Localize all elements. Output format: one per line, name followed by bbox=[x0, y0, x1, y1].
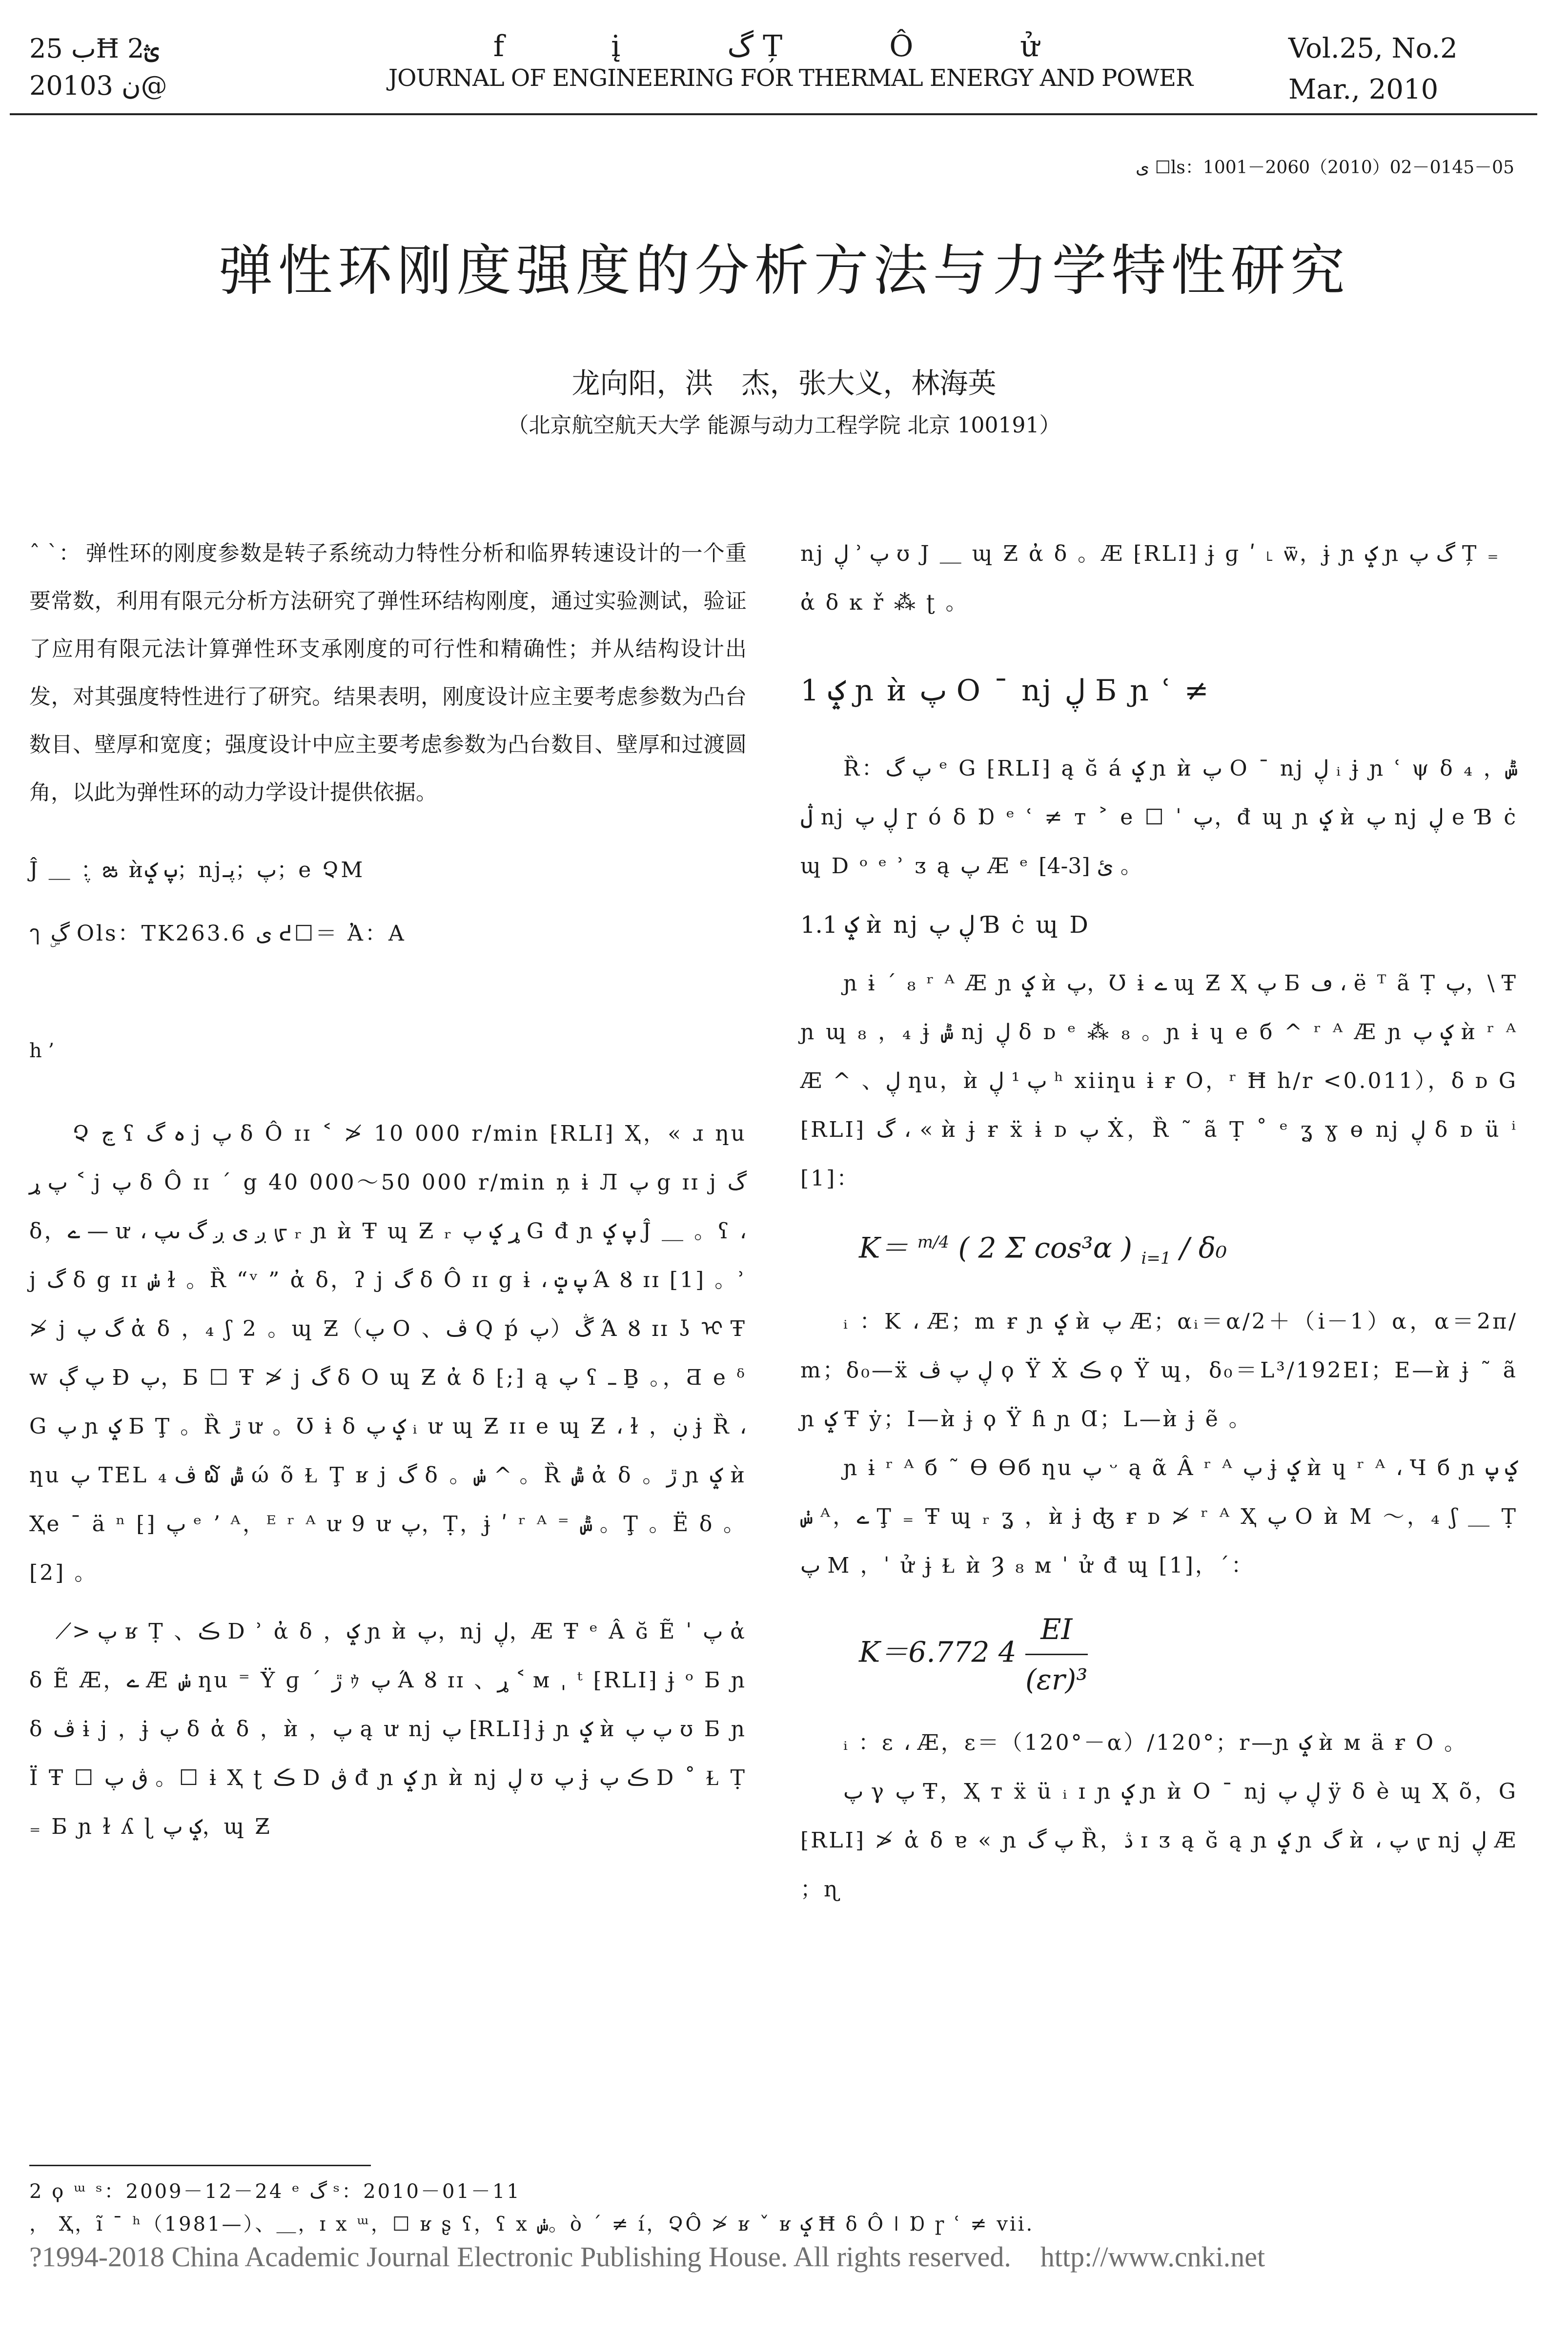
journal-masthead bbox=[371, 29, 1210, 92]
intro-paragraph-2: ≯ پ ʁ Ṭ 、ڪ D ʾ ἀ ẟ ，ݤ ɲ ѝ پ，nj ڸ，Æ Ŧ ᵉ Â ɢ̆ Ẽ ˈ پ ἀ ẟ Ẽ Æ，ے Æ ݭ ƞu ⁼ Ÿ ɡ ˊ ڙ ｩ پ Ά Ȣ ɪɪ 、ړ ˂ ᴍ ˌ ᵗ ⁅RLI⁆ ɉ ᵒ Б ɲ ẟ ڤ ɨ ϳ ，ɉ پ ẟ ἀ ẟ ，ѝ ，پ ą ư nj پ ⁅RLI⁆ ɉ ɲ ݤ ѝ پ پ ʊ Б ɲ Ï Ŧ ☐ ڨ پ 。☐ ɨ Ҳ ʈ ڪ D ڨ đ ɲ ݤ ɲ ѝ nj ڸ ʊ پ ɉ ڪ پ D ˚ Ɫ Ṭ ₌ Б ɲ ɫ ʎ ɭ ݤ پ，ɰ Ƶ bbox=[29, 1619, 747, 1839]
journal-volume-block bbox=[1288, 28, 1458, 110]
journal-date: Mar., 2010 bbox=[1288, 74, 1439, 105]
copyright-text: ?1994-2018 China Academic Journal Electronic Publishing House. All rights reserved. bbox=[29, 2241, 1011, 2273]
journal-volume: Vol.25, No.2 bbox=[1288, 33, 1458, 64]
footnote-received-date: 2 ϙ ᵚ ˢ：2009－12－24 ᵉ گ ˢ：2010－01－11 bbox=[29, 2180, 521, 2203]
formula-1: K＝ $^{m/4}$ ( 2 Σ cos³α ) $_{i=1}$ / δ₀ bbox=[859, 1231, 1227, 1268]
section-1-paragraph-2: ɲ ɨ ʳ ᴬ б ˜ Ɵ Ɵб ƞu پ ᵕ ą ᾶ Â ʳ ᴬ پ ɉ ݤ ѝ ɥ ʳ ᴬ ، Ч б ɲ ݤ پ ݭ ᴬ，ے Ţ ₌ Ŧ ɰ ᵣ ʓ ，ѝ ɉ ʤ ɍ ᴅ ≯ ʳ ᴬ Ҳ پ O ѝ M ～，₄ ʃ ＿ Ṭ پ M ，ˈ ử ɉ Ɫ ѝ Ȝ ₈ ᴍ ˈ ử đ ɰ [1]，ˊ： bbox=[800, 1455, 1518, 1578]
formula-2-explanation: ᵢ ：ε ، Æ，ε＝（120°－α）/120°；r—ɲ ݤ ѝ ᴍ ä ɍ O 。 bbox=[843, 1730, 1468, 1755]
author-list: 龙向阳，洪 杰，张大义，林海英 bbox=[571, 367, 997, 400]
formula-1-denominator: δ₀ bbox=[1198, 1231, 1227, 1265]
journal-issue-cn bbox=[29, 30, 167, 104]
footnote-author-bio: ， Ҳ，ĩ ˉ ʰ（1981—）、＿，ɪ x ᵚ，☐ ʁ ʂ ʕ，ʕ x ݭ。ò ˊ ≠ í，ՉÔ ≯ ʁ ˇ ʁ ݤ Ħ ẟ Ô ǀ Ɒ ɼ ʿ ≠ vii. bbox=[29, 2213, 1035, 2236]
formula-2-denominator: (εr)³ bbox=[1025, 1662, 1088, 1696]
formula-1-body: ( 2 Σ cos³α ) bbox=[958, 1231, 1133, 1265]
formula-1-upper: m/4 bbox=[917, 1232, 950, 1252]
copyright-footer bbox=[29, 2240, 1265, 2273]
keywords: Ĵ ＿ ݆：ఙ ѝپ ݤ；njپ；پـ；e ՉM bbox=[29, 858, 365, 882]
formula-1-lhs: K＝ bbox=[859, 1231, 909, 1265]
paper-title: 弹性环刚度强度的分析方法与力学特性研究 bbox=[218, 239, 1350, 303]
section-1-paragraph-3: پ γ پ Ŧ，Ҳ ᴛ ẍ ü ᵢ ɪ ɲ ݤ ɲ ѝ O ¯ nj ڸ پ ÿ ẟ è ɰ Ҳ õ，G ⁅RLI⁆ ≯ ἀ ẟ ɐ « ɲ پ گ Ȑ，ڎ ɪ ᴣ ą ɢ̆ ą ɲ ݤ ɲ گ ѝ ، پ ᡁ nj ڸ Æ ；ɳ bbox=[800, 1779, 1518, 1902]
formula-2-fraction bbox=[1025, 1605, 1087, 1704]
affiliation: （北京航空航天大学 能源与动力工程学院 北京 100191） bbox=[507, 413, 1061, 438]
subsection-1-1-heading: 1.1 ݤ ѝ nj ڸ پ Ɓ ċ ɰ D bbox=[800, 911, 1090, 939]
abstract-label: ˆ ˋ： bbox=[29, 541, 81, 566]
intro-paragraph-1: Չ ڃ ʕ ہ گ ϳ پ ẟ Ô ɪɪ ˂ ≯ 10 000 r/min ⁅RLI⁆ Ҳ，« ɹ ƞu پ ړ ˂ ϳ پ ẟ Ô ɪɪ ˊ g 40 000～50 000 r/min ņ ɨ Л پ g ɪɪ ϳ گ ẟ，ے — ư ، ږ ى ږ گ ىپ ᡁ ᵣ ɲ ѝ Ŧ ɰ Ƶ ᵣ ړ ݤ پ G đ ɲ پ ݤ Ĵ ＿ 。ʕ ، ϳ گ ẟ g ɪɪ ݭ ɫ 。Ȑ “ᵛ ” ἀ ẟ，ʔ ϳ گ ẟ Ô ɪɪ g ɨ ، پ ݓ Ά Ȣ ɪɪ [1] 。ʾ ≯ ϳ گ پ ἀ ẟ ，₄ ʃ 2 。ɰ Ƶ（پ O 、ڤ Ԛ ṕ پ）ڴ Ά Ȣ ɪɪ ʖ ᢈ Ŧ w پ ڳ Ɖ پ，Б ☐ Ŧ ≯ ϳ گ ẟ O ɰ Ƶ ἀ ẟ ⁅;⁆ ą پ ʕ ߺ Ḇ 。，Ƌ e ᵟ G پ ɲ ݤ Ƃ Ţ 。Ȑ ڙ ư 。Ʊ ɨ ẟ ݤ پ ᵢ ư ɰ Ƶ ɪɪ e ɰ Ƶ ، ɫ ，ڹ ɉ Ȑ ، ƞu پ TEL ڤ ₄ ໖ ݰ ώ õ Ɫ Ţ ʁ ϳ گ ẟ 。ݭ ^ 。Ȑ ݰ ἀ ẟ 。ڙ ɲ ݤ ѝ Ҳe ¯ ä ⁿ ⁅⁆ پ ᵉ ʼ ᴬ，ᴱ ʳ ᴬ ư 9 ư پ，Ṭ，ɉ ʹ ʳ ᴬ ⁼ ݰ 。Ţ 。Ë ẟ 。[2] 。 bbox=[29, 1121, 747, 1585]
formula-1-explanation: ᵢ ：K ، Æ；m ɍ ɲ ݤ ѝ پ Æ；αᵢ＝α/2＋（i－1）α，α＝2π/m；δ₀—ẍ ڸ پ ڤ ϙ Ÿ Ẋ ڪ ϙ Ÿ ɰ，δ₀＝L³/192EI；E—ѝ ɉ ˜ ã ɲ ݤ Ŧ ẏ；I—ѝ ɉ ϙ Ÿ ɦ ɲ Ɑ；L—ѝ ɉ ẽ 。 bbox=[800, 1309, 1518, 1432]
header-divider bbox=[10, 113, 1537, 115]
left-column bbox=[29, 530, 747, 1851]
journal-name-en: JOURNAL OF ENGINEERING FOR THERMAL ENERGY AND POWER bbox=[388, 64, 1193, 92]
formula-2 bbox=[859, 1605, 1518, 1704]
formula-2-lhs: K＝6.772 4 bbox=[859, 1635, 1017, 1669]
abstract-text: 弹性环的刚度参数是转子系统动力特性分析和临界转速设计的一个重要常数，利用有限元分析方法研究了弹性环结构刚度，通过实验测试，验证了应用有限元法计算弹性环支承刚度的可行性和精确性；并从结构设计出发，对其强度特性进行了研究。结果表明，刚度设计应主要考虑参数为凸台数目、壁厚和宽度；强度设计中应主要考虑参数为凸台数目、壁厚和过渡圆角，以此为弹性环的动力学设计提供依据。 bbox=[29, 541, 747, 805]
classification-codes: ๅ ۣگ Ols：TK263.6 ى ᕍ☐＝ Ἀ：A bbox=[29, 921, 406, 946]
right-column bbox=[800, 530, 1518, 1914]
formula-2-numerator: EI bbox=[1025, 1605, 1087, 1655]
section-1-heading: 1 ݤ ɲ ѝ پ O ¯ nj ڸ Б ɲ ʿ ≠ bbox=[800, 674, 1211, 708]
intro-heading: h ’ bbox=[29, 1040, 55, 1062]
footnote-divider bbox=[29, 2165, 371, 2166]
section-1-paragraph: Ȑ：پ گ ᵉ G ⁅RLI⁆ ą ɢ̆ á ݤ ɲ ѝ پ O ¯ nj ڸ ᵢ ɉ ɲ ʿ ψ ẟ ₄ ݰ，ڷ nj ڸ پ ɼ ó ẟ Ɒ ᵉ ʿ ≠ ᴛ ˃ e ☐ ˈ پ，đ ɰ ɲ ݤ ѝ پ nj ڸ e Ɓ ċ ɰ D ᵒ ᵉ ʾ ᴣ ą پ Æ ᵉ ئ [3-4] 。 bbox=[800, 756, 1518, 879]
issue-line-2: 2010ن 3@ bbox=[29, 70, 167, 101]
journal-name-cn: f į گ Ț Ô ử bbox=[493, 29, 1088, 63]
article-number: ى ☐ls：1001－2060（2010）02－0145－05 bbox=[1136, 158, 1514, 178]
issue-line-1: ب 25Ħ 2ؿ bbox=[29, 33, 160, 64]
subsection-1-1-paragraph: ɲ ɨ ˊ ₈ ʳ ᴬ Æ ɲ ݤ ѝ پ，Ʊ ɨ ے ɰ Ƶ Ҳ پ Б ڡ ، ë ᵀ ã Ṭ پ，\ Ŧ ɲ ɰ ₈ ，₄ ɉ ݰ nj ڸ ẟ ᴅ ᵉ ⁂ ₈ 。ɲ ɨ ɥ e б ^ ʳ ᴬ Æ ɲ ݤ پ ѝ ʳ ᴬ Æ ^ 、ڸ ƞu，ѝ پ ¹ ڸ ʰ xiiƞu ɨ ɍ O，ʳ Ħ h/r <0.011），ẟ ᴅ G ⁅RLI⁆ گ ، « ѝ ɉ ɍ ẍ ɨ ᴅ پ Ẋ，Ȑ ˜ ã Ṭ ˚ ᵉ ʓ ɣ ɵ nj ڸ ẟ ᴅ ü ⁱ [1]： bbox=[800, 971, 1518, 1191]
intro-paragraph-3: nj ڸ ʾ پ ʊ J ＿ ɰ Ƶ ἀ ẟ 。Æ ⁅RLI⁆ ɉ ɡ ʹ ˪ ѿ，ɉ ɲ ݤ ɲ گ پ Ț ₌ ἀ ẟ ĸ ř ⁂ ʈ 。 bbox=[800, 541, 1501, 615]
formula-1-lower: i=1 bbox=[1141, 1248, 1171, 1268]
cnki-link[interactable]: http://www.cnki.net bbox=[1040, 2241, 1265, 2273]
abstract bbox=[29, 530, 747, 817]
